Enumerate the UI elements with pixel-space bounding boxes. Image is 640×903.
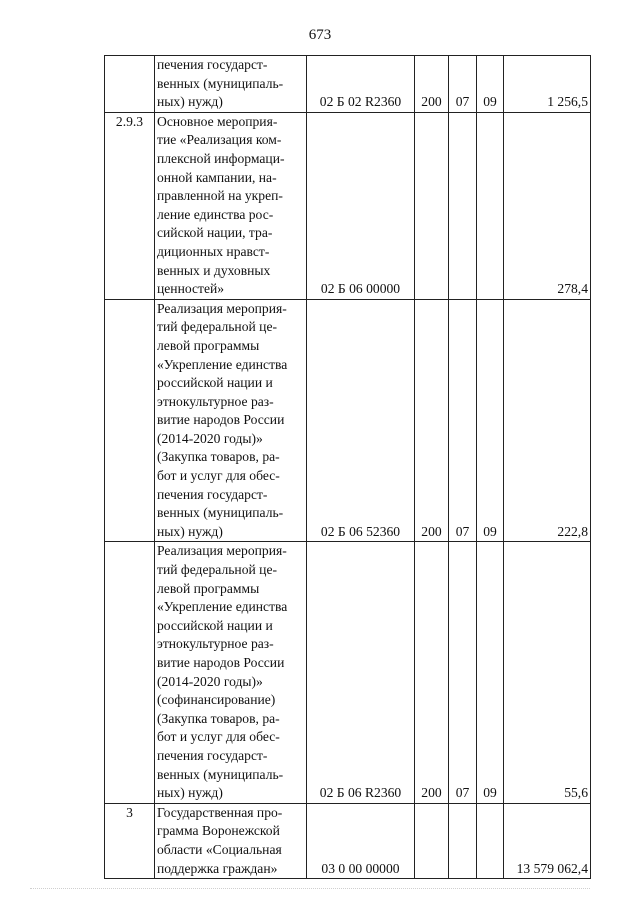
row-rz: 07 [449,299,477,542]
row-name-line: российской нации и [157,375,273,391]
row-name-line: (Закупка товаров, ра- [157,449,280,465]
row-code: 02 Б 06 R2360 [307,542,415,803]
row-name-line: (2014-2020 годы)» [157,430,263,446]
budget-table [104,55,591,879]
row-name-line: левой программы [157,580,260,596]
row-name-line: российской нации и [157,617,273,633]
row-name-line: тий федеральной це- [157,562,278,578]
row-number: 3 [105,803,155,878]
row-name-line: Основное мероприя- [157,113,278,129]
row-name-line: витие народов России [157,655,285,670]
row-number [105,299,155,542]
row-name-line: области «Социальная [157,841,282,857]
row-code: 03 0 00 00000 [307,803,415,878]
row-sum: 1 256,5 [504,56,591,113]
row-name-line: (2014-2020 годы)» [157,673,263,689]
row-name [155,56,307,113]
row-vr: 200 [415,56,449,113]
row-name-line: сийской нации, тра- [157,225,273,241]
row-name-line: венных и духовных [157,262,271,278]
row-name-line: Реализация мероприя- [157,300,287,316]
row-rz [449,803,477,878]
row-name-line: венных (муниципаль- [157,766,284,782]
row-name-line: ных) нужд) [157,94,223,110]
table-row [105,803,591,878]
row-pr: 09 [477,542,504,803]
row-rz [449,112,477,299]
row-name-line: венных (муниципаль- [157,75,284,91]
table-row [105,299,591,542]
footer-rule [30,888,590,889]
row-vr [415,112,449,299]
row-pr [477,112,504,299]
row-pr: 09 [477,56,504,113]
row-code: 02 Б 06 00000 [307,112,415,299]
row-name-line: печения государст- [157,486,268,502]
row-name-line: бот и услуг для обес- [157,468,280,484]
row-name-line: диционных нравст- [157,243,270,259]
table-row [105,112,591,299]
row-number [105,56,155,113]
row-name-line: ление единства рос- [157,206,274,222]
row-name-line: венных (муниципаль- [157,505,284,521]
row-sum: 278,4 [504,112,591,299]
row-name-line: этнокультурное раз- [157,636,274,652]
row-name-line: ценностей» [157,281,225,297]
row-name-line: этнокультурное раз- [157,393,274,409]
row-name-line: Реализация мероприя- [157,543,287,559]
page-number: 673 [308,27,332,43]
row-name-line: печения государст- [157,747,268,763]
table-row [105,542,591,803]
row-name [155,542,307,803]
row-name-line: ных) нужд) [157,785,223,801]
row-name-line: «Укрепление единства [157,356,288,372]
row-vr [415,803,449,878]
row-name-line: ных) нужд) [157,523,223,539]
row-name-line: «Укрепление единства [157,599,288,615]
row-name-line: правленной на укреп- [157,188,283,204]
row-name-line: Государственная про- [157,804,283,820]
row-name [155,299,307,542]
row-rz: 07 [449,56,477,113]
row-name-line: тие «Реализация ком- [157,132,282,148]
row-name [155,803,307,878]
row-rz: 07 [449,542,477,803]
row-code: 02 Б 06 52360 [307,299,415,542]
table-row [105,56,591,113]
row-name-line: (Закупка товаров, ра- [157,710,280,726]
row-name-line: тий федеральной це- [157,319,278,335]
row-sum: 55,6 [504,542,591,803]
row-pr [477,803,504,878]
row-number: 2.9.3 [105,112,155,299]
row-name-line: (софинансирование) [157,692,276,708]
row-vr: 200 [415,542,449,803]
row-name-line: онной кампании, на- [157,169,277,185]
row-name-line: печения государст- [157,57,268,72]
row-name-line: витие народов России [157,412,285,428]
row-name-line: грамма Воронежской [157,823,280,839]
row-name-line: левой программы [157,337,260,353]
row-sum: 222,8 [504,299,591,542]
row-name-line: поддержка граждан» [157,860,278,876]
row-name-line: бот и услуг для обес- [157,729,280,745]
row-name-line: плексной информаци- [157,150,285,166]
row-pr: 09 [477,299,504,542]
row-name [155,112,307,299]
row-vr: 200 [415,299,449,542]
row-number [105,542,155,803]
row-code: 02 Б 02 R2360 [307,56,415,113]
row-sum: 13 579 062,4 [504,803,591,878]
